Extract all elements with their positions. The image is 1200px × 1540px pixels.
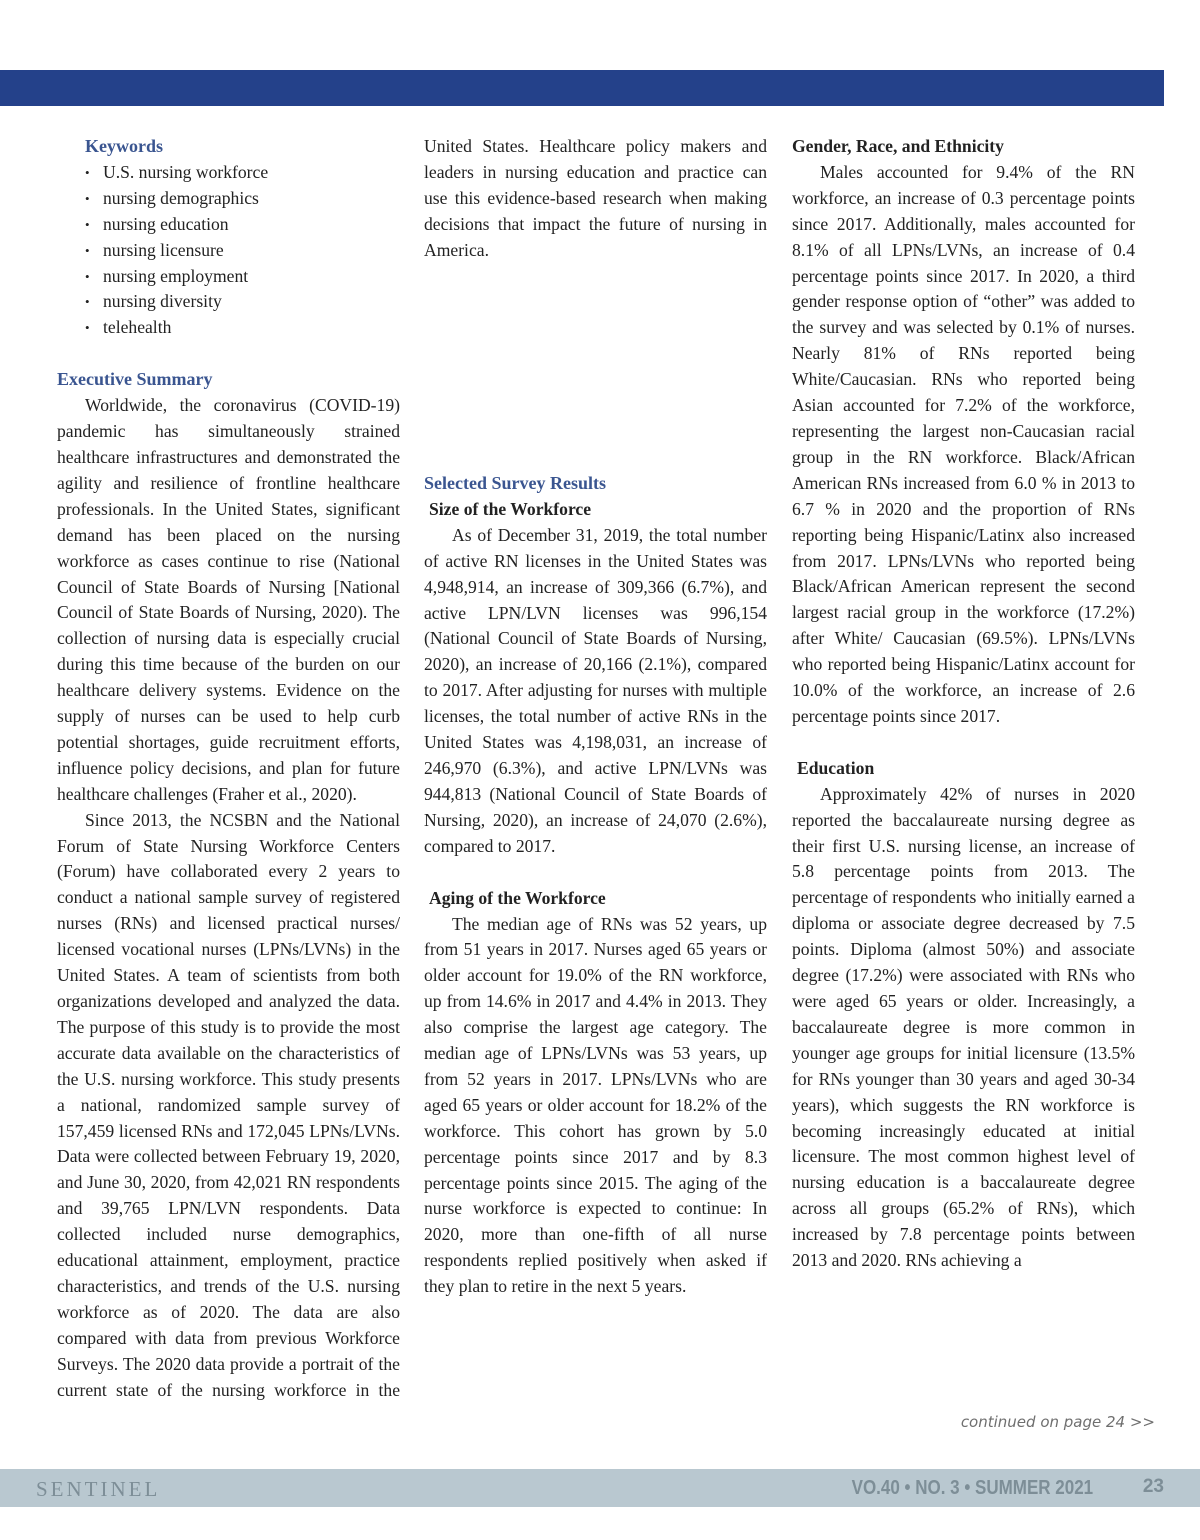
- publication-name: SENTINEL: [36, 1477, 161, 1501]
- keywords-heading: Keywords: [85, 136, 163, 156]
- paragraph: Worldwide, the coronavirus (COVID-19) pandemic has simultaneously strained healthcare infrastructures and demonstrated the agility and resilience of frontline healthcare professionals. In the United States, significant demand has been placed on the nursing workforce as cases continue to rise (National Council of State Boards of Nursing [National Council of State Boards of Nursing, 2020). The collection of nursing data is especially crucial during this time because of the burden on our healthcare delivery systems. Evidence on the supply of nurses can be used to help curb potential shortages, guide recruitment efforts, influence policy decisions, and plan for future healthcare challenges (Fraher et al., 2020).: [57, 395, 400, 804]
- size-heading: Size of the Workforce: [429, 498, 592, 519]
- paragraph: Males accounted for 9.4% of the RN workforce, an increase of 0.3 percentage points since 2017. Additionally, males accounted for 8.1% of all LPNs/LVNs, an increase of 0.4 percentage points since 2017. In 2020, a third gender response option of “other” was added to the survey and was selected by 0.1% of nurses. Nearly 81% of RNs reported being White/Caucasian. RNs who reported being Asian accounted for 7.2% of the workforce, representing the largest non-Caucasian racial group in the RN workforce. Black/African American RNs increased from 6.0 % in 2013 to 6.7 % in 2020 and the proportion of RNs reporting being Hispanic/Latinx also increased from 2017. LPNs/LVNs who reported being Black/African American represent the second largest racial group in the workforce (17.2%) after White/ Caucasian (69.5%). LPNs/LVNs who reported being Hispanic/Latinx account for 10.0% of the workforce, an increase of 2.6 percentage points since 2017.: [792, 161, 1135, 726]
- keyword-item: • telehealth: [85, 315, 400, 341]
- column-1: [57, 134, 400, 1403]
- paragraph: As of December 31, 2019, the total number of active RN licenses in the United States was 4,948,914, an increase of 309,366 (6.7%), and active LPN/LVN licenses was 996,154 (National Council of State Boards of Nursing, 2020), an increase of 20,166 (2.1%), compared to 2017. After adjusting for nurses with multiple licenses, the total number of active RNs in the United States was 4,198,031, an increase of 246,970 (6.3%), and active LPN/LVNs was 944,813 (National Council of State Boards of Nursing, 2020), an increase of 24,070 (2.6%), compared to 2017.: [424, 524, 767, 856]
- continued-link[interactable]: continued on page 24 >>: [960, 1413, 1155, 1431]
- gender-heading: Gender, Race, and Ethnicity: [792, 136, 1004, 156]
- footer-bar: [0, 1469, 1200, 1507]
- page-number: 23: [1142, 1476, 1164, 1497]
- executive-summary-heading: Executive Summary: [57, 369, 213, 390]
- keyword-item: • nursing employment: [85, 264, 400, 290]
- keyword-item: • nursing education: [85, 212, 400, 238]
- keyword-item: • nursing demographics: [85, 186, 400, 212]
- keyword-item: • nursing diversity: [85, 289, 400, 315]
- paragraph: The median age of RNs was 52 years, up from 51 years in 2017. Nurses aged 65 years or older account for 19.0% of the RN workforce, up from 14.6% in 2017 and 4.4% in 2013. They also comprise the largest age category. The median age of LPNs/LVNs was 53 years, up from 52 years in 2017. LPNs/LVNs who are aged 65 years or older account for 18.2% of the workforce. This cohort has grown by 5.0 percentage points since 2017 and by 8.3 percentage points since 2015. The aging of the nurse workforce is expected to continue: In 2020, more than one-fifth of all nurse respondents replied positively when asked if they plan to retire in the next 5 years.: [424, 913, 767, 1297]
- keywords-list: [57, 160, 400, 341]
- paragraph-continuation: United States. Healthcare policy makers and leaders in nursing education and practice can use this evidence-based research when making decisions that impact the future of nursing in America.: [424, 136, 767, 260]
- selected-results-heading: Selected Survey Results: [424, 473, 606, 493]
- keyword-item: • nursing licensure: [85, 238, 400, 264]
- paragraph: Approximately 42% of nurses in 2020 reported the baccalaureate nursing degree as their first U.S. nursing license, an increase of 5.8 percentage points from 2013. The percentage of respondents who initially earned a diploma or associate degree decreased by 7.5 points. Diploma (almost 50%) and associate degree (17.2%) were associated with RNs who were aged 65 years or older. Increasingly, a baccalaureate degree is more common in younger age groups for initial licensure (13.5% for RNs younger than 30 years and aged 30-34 years), which suggests the RN workforce is becoming increasingly educated at initial licensure. The most common highest level of nursing education is a baccalaureate degree across all groups (65.2% of RNs), which increased by 7.8 percentage points between 2013 and 2020. RNs achieving a: [792, 783, 1135, 1271]
- paragraph: Since 2013, the NCSBN and the National Forum of State Nursing Workforce Centers (Forum) have collaborated every 2 years to conduct a national sample survey of registered nurses (RNs) and licensed practical nurses/ licensed vocational nurses (LPNs/LVNs) in the United States. A team of scientists from both organizations developed and analyzed the data. The purpose of this study is to provide the most accurate data available on the characteristics of the U.S. nursing workforce. This study presents a national, randomized sample survey of 157,459 licensed RNs and 172,045 LPNs/LVNs. Data were collected between February 19, 2020, and June 30, 2020, from 42,021 RN respondents and 39,765 LPN/LVN respondents. Data collected included nurse demographics, educational attainment, employment, practice characteristics, and trends of the U.S. nursing workforce as of 2020. The data are also compared with data from previous Workforce Surveys. The 2020 data provide a portrait of the current state of the nursing workforce in the: [57, 809, 400, 1400]
- column-3: [792, 134, 1135, 1274]
- aging-heading: Aging of the Workforce: [429, 887, 606, 908]
- education-heading: Education: [797, 757, 875, 778]
- keyword-item: • U.S. nursing workforce: [85, 160, 400, 186]
- paragraph-continued: [424, 134, 767, 445]
- header-bar: [0, 70, 1164, 106]
- issue-info: VO.40 • NO. 3 • SUMMER 2021: [851, 1477, 1093, 1499]
- column-2: [424, 134, 767, 1300]
